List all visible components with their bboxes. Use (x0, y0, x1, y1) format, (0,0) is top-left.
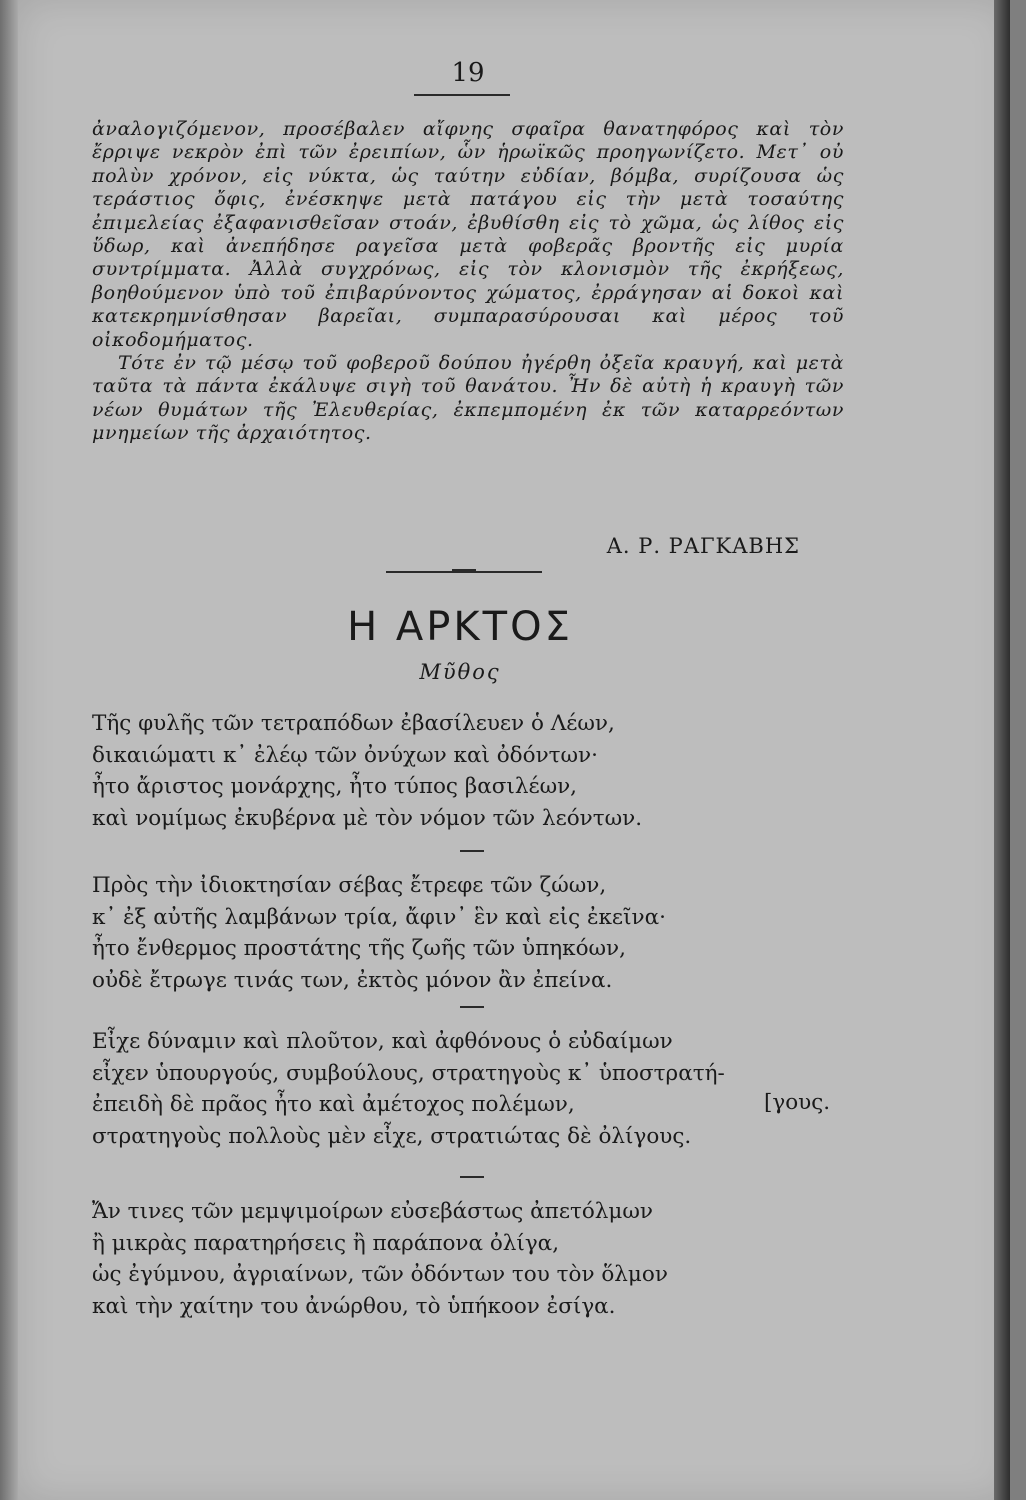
hanging-syllable: [γους. (764, 1090, 831, 1115)
verse-line: Εἶχε δύναμιν καὶ πλοῦτον, καὶ ἀφθόνους ὁ εὐδαίμων (92, 1029, 673, 1054)
stanza-1 (92, 708, 872, 834)
verse-line: κ᾽ ἐξ αὐτῆς λαμβάνων τρία, ἄφιν᾽ ἓν καὶ εἰς ἐκεῖνα· (92, 904, 666, 930)
verse-line: ἢ μικρὰς παρατηρήσεις ἢ παράπονα ὀλίγα, (92, 1230, 560, 1256)
verse-line: καὶ νομίμως ἐκυβέρνα μὲ τὸν νόμον τῶν λεόντων. (92, 805, 643, 831)
poem-subtitle: Μῦθος (419, 660, 501, 684)
verse-line: Τῆς φυλῆς τῶν τετραπόδων ἐβασίλευεν ὁ Λέων, (92, 711, 615, 736)
book-gutter (0, 0, 18, 1500)
verse-line: Ἄν τινες τῶν μεμψιμοίρων εὐσεβάστως ἀπετόλμων (92, 1199, 653, 1224)
prose-paragraph-1: ἀναλογιζόμενον, προσέβαλεν αἴφνης σφαῖρα θανατηφόρος καὶ τὸν ἔρριψε νεκρὸν ἐπὶ τῶν ἐρειπίων, ὧν ἡρωϊκῶς προηγωνίζετο. Μετ᾽ οὐ πολὺν χρόνον, εἰς νύκτα, ὡς ταύτην εὐδίαν, βόμβα, συρίζουσα ὡς τεράστιος ὄφις, ἐνέσκηψε μετὰ πατάγου εἰς τὴν μετὰ τοσαύτης ἐπιμελείας ἐξαφανισθεῖσαν στοάν, ἐβυθίσθη εἰς τὸ χῶμα, ὡς λίθος εἰς ὕδωρ, καὶ ἀνεπήδησε ραγεῖσα μετὰ φοβερᾶς βροντῆς εἰς μυρία συντρίμματα. Ἀλλὰ συγχρόνως, εἰς τὸν κλονισμὸν τῆς ἐκρήξεως, βοηθούμενον ὑπὸ τοῦ ἐπιβαρύνοντος χώματος, ἐρράγησαν αἱ δοκοὶ καὶ κατεκρημνίσθησαν βαρεῖαι, συμπαρασύρουσαι καὶ μέρος τοῦ οἰκοδομήματος. (92, 118, 844, 351)
verse-line: οὐδὲ ἔτρωγε τινάς των, ἐκτὸς μόνον ἂν ἐπείνα. (92, 967, 613, 993)
verse-line: ὡς ἐγύμνου, ἀγριαίνων, τῶν ὀδόντων του τὸν ὅλμον (92, 1262, 668, 1287)
verse-line: ἦτο ἄριστος μονάρχης, ἦτο τύπος βασιλέων, (92, 774, 578, 799)
stanza-2 (92, 870, 872, 996)
verse-line: ἐπειδὴ δὲ πρᾶος ἦτο καὶ ἀμέτοχος πολέμων, (92, 1092, 575, 1117)
page-number-rule (414, 94, 510, 96)
stanza-separator (460, 850, 484, 852)
verse-line: καὶ τὴν χαίτην του ἀνώρθου, τὸ ὑπήκοον ἐσίγα. (92, 1293, 616, 1319)
verse-line: ἦτο ἔνθερμος προστάτης τῆς ζωῆς τῶν ὑπηκόων, (92, 936, 626, 961)
author-signature: Α. Ρ. ΡΑΓΚΑΒΗΣ (606, 534, 800, 558)
stanza-separator (460, 1006, 484, 1008)
verse-line: δικαιώματι κ᾽ ἐλέῳ τῶν ὀνύχων καὶ ὀδόντων· (92, 742, 598, 768)
prose-paragraph-2: Τότε ἐν τῷ μέσῳ τοῦ φοβεροῦ δούπου ἠγέρθη ὀξεῖα κραυγή, καὶ μετὰ ταῦτα τὰ πάντα ἐκάλυψε σιγὴ τοῦ θανάτου. Ἦν δὲ αὐτὴ ἡ κραυγὴ τῶν νέων θυμάτων τῆς Ἐλευθερίας, ἐκπεμπομένη ἐκ τῶν καταρρεόντων μνημείων τῆς ἀρχαιότητος. (92, 352, 844, 445)
prose-text (92, 118, 844, 446)
stanza-separator (460, 1176, 484, 1178)
verse-line: εἶχεν ὑπουργούς, συμβούλους, στρατηγοὺς κ᾽ ὑποστρατή- (92, 1060, 725, 1086)
poem-title: Η ΑΡΚΤΟΣ (347, 604, 573, 650)
section-divider (386, 571, 542, 573)
page-number: 19 (451, 58, 485, 88)
stanza-4 (92, 1196, 872, 1322)
verse-line: Πρὸς τὴν ἰδιοκτησίαν σέβας ἔτρεφε τῶν ζώων, (92, 873, 607, 898)
page-edge-shadow (994, 0, 1010, 1500)
verse-line: στρατηγοὺς πολλοὺς μὲν εἶχε, στρατιώτας δὲ ὀλίγους. (92, 1123, 692, 1149)
stanza-3 (92, 1026, 872, 1152)
